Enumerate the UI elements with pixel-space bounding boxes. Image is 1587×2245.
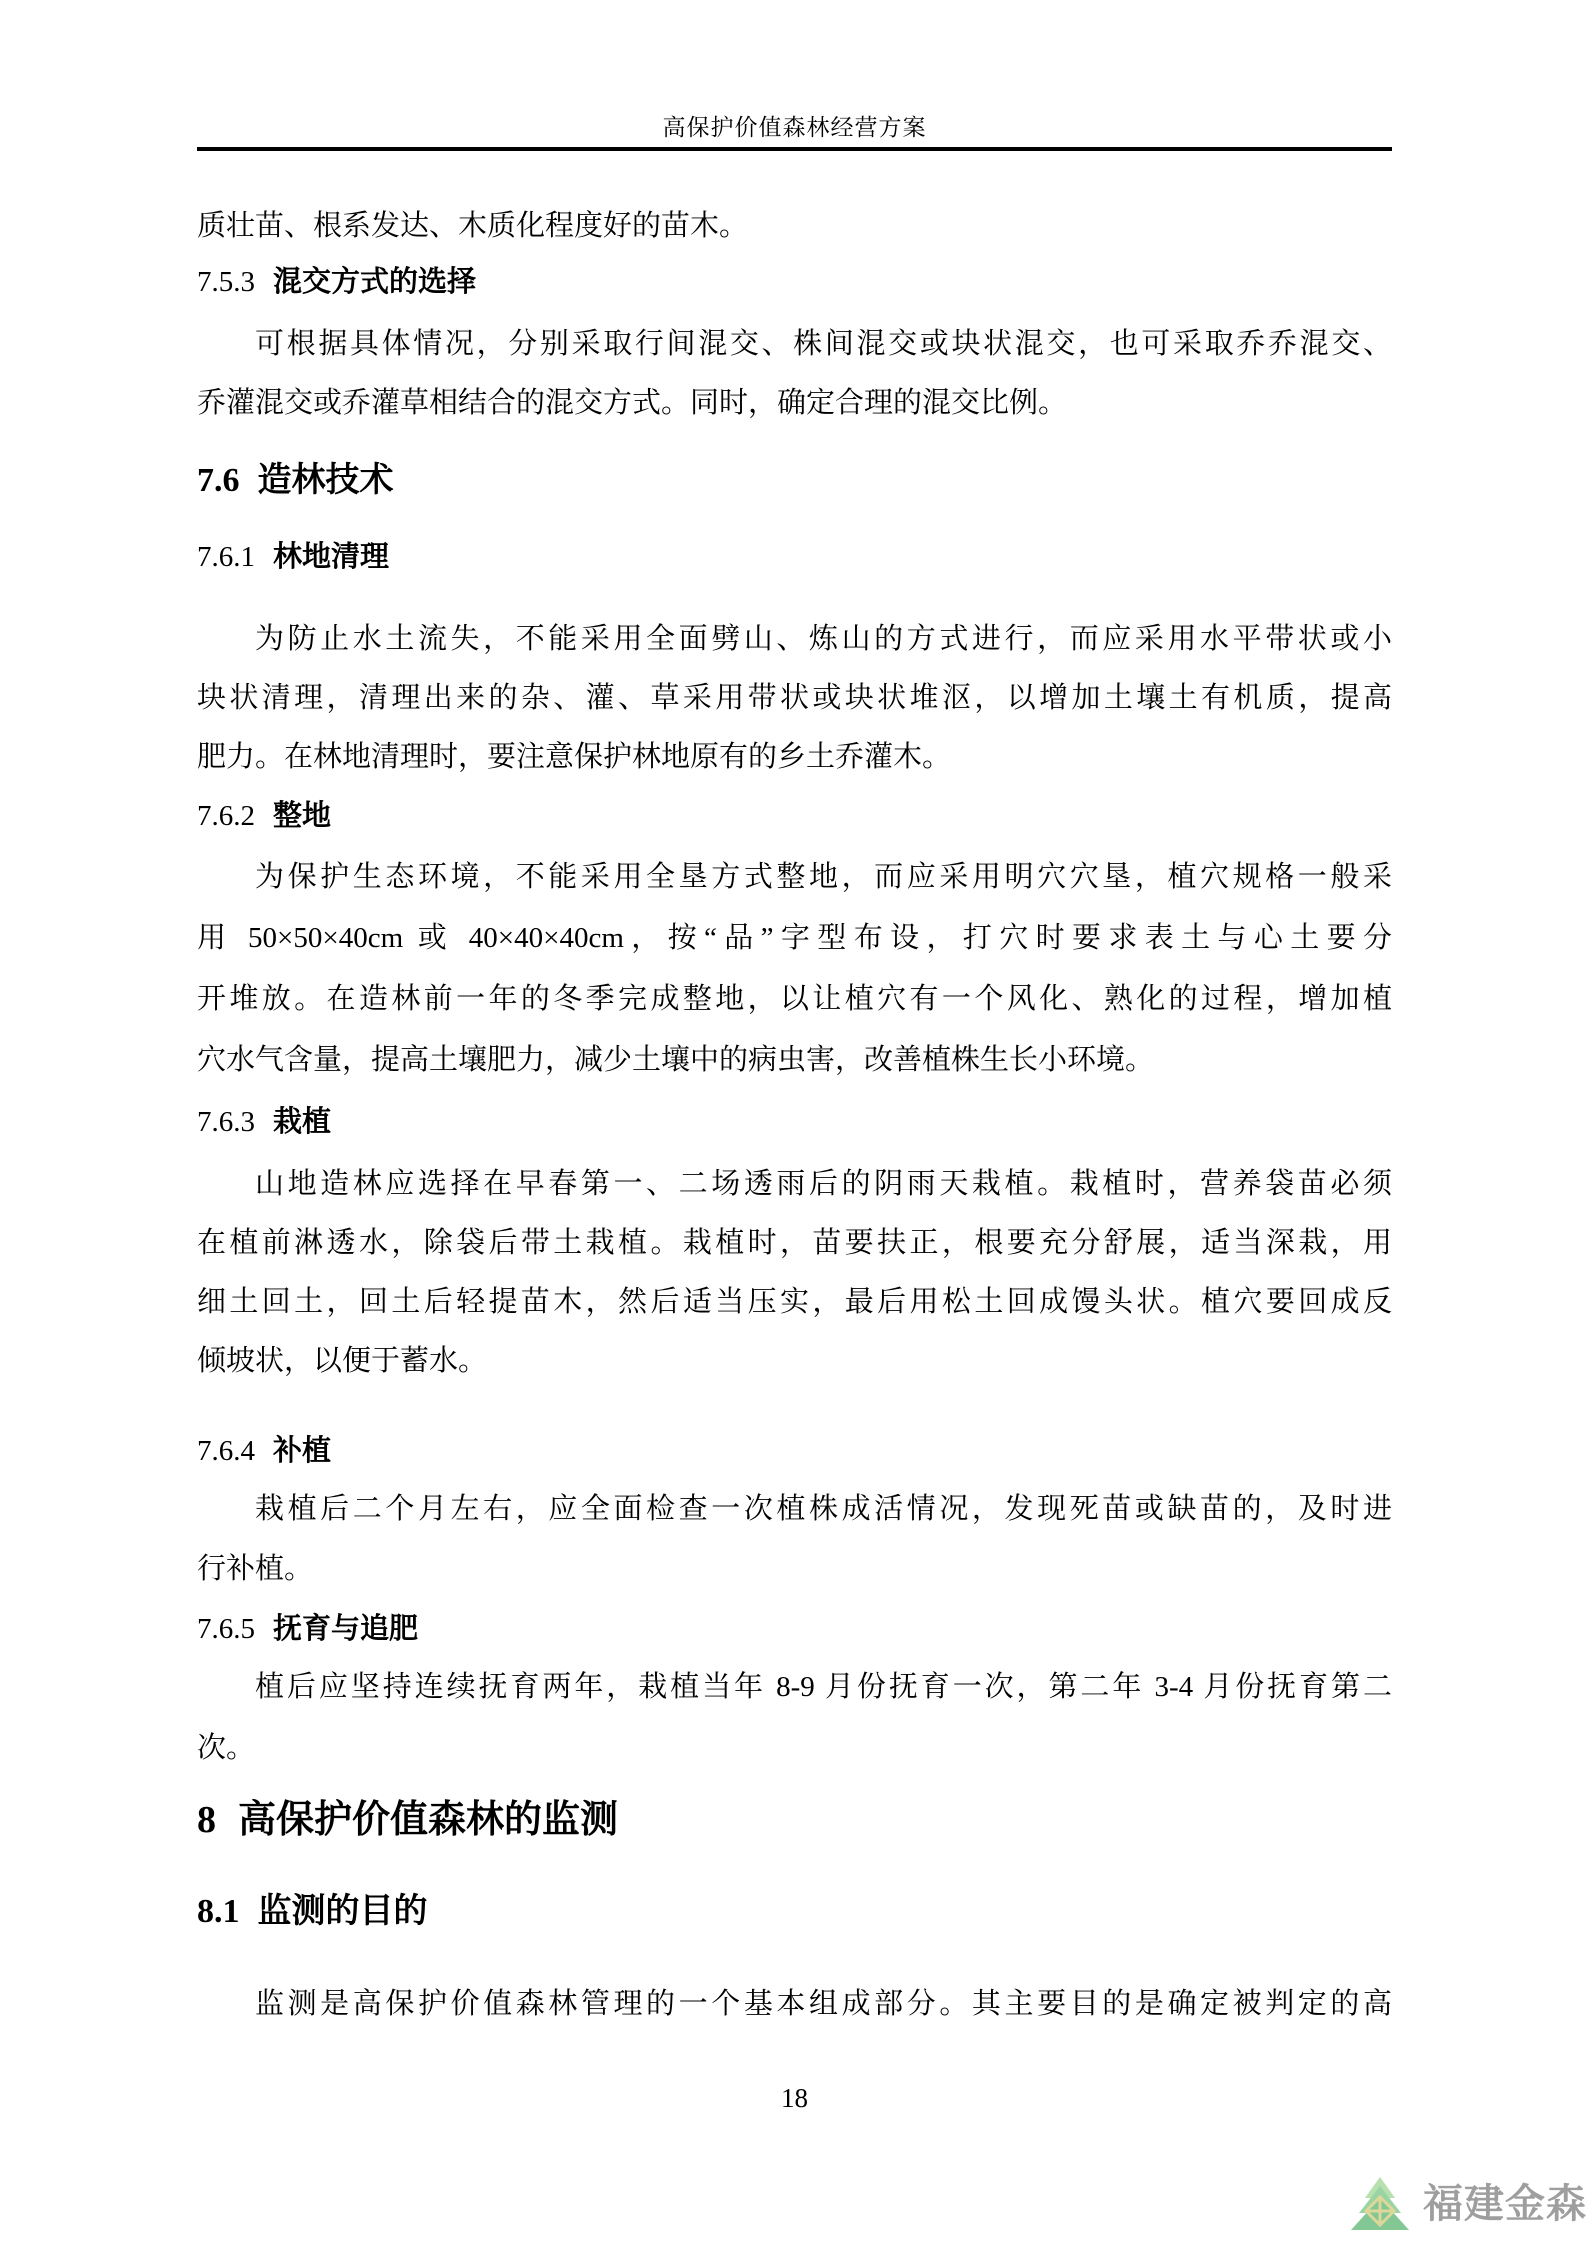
page-header-title: 高保护价值森林经营方案 xyxy=(662,115,927,140)
section-number: 7.6.5 xyxy=(197,1613,255,1645)
section-heading-7-6-5 xyxy=(197,1600,1392,1659)
paragraph-line: 监测是高保护价值森林管理的一个基本组成部分。其主要目的是确定被判定的高 xyxy=(255,1988,1392,2020)
paragraph-line: 质壮苗、根系发达、木质化程度好的苗木。 xyxy=(197,210,749,242)
section-heading-7-6-3 xyxy=(197,1093,1392,1152)
paragraph-line: 块状清理，清理出来的杂、灌、草采用带状或块状堆沤，以增加土壤土有机质，提高 xyxy=(197,682,1392,714)
paragraph-line: 行补植。 xyxy=(197,1553,314,1585)
page-number: 18 xyxy=(781,2083,808,2113)
paragraph-line: 穴水气含量，提高土壤肥力，减少土壤中的病虫害，改善植株生长小环境。 xyxy=(197,1044,1155,1076)
section-number: 7.6.4 xyxy=(197,1435,255,1467)
paragraph-line: 倾坡状，以便于蓄水。 xyxy=(197,1345,488,1377)
paragraph-line: 山地造林应选择在早春第一、二场透雨后的阴雨天栽植。栽植时，营养袋苗必须 xyxy=(255,1168,1392,1200)
paragraph-line: 在植前淋透水，除袋后带土栽植。栽植时，苗要扶正，根要充分舒展，适当深栽，用 xyxy=(197,1227,1392,1259)
paragraph-line: 开堆放。在造林前一年的冬季完成整地，以让植穴有一个风化、熟化的过程，增加植 xyxy=(197,983,1392,1015)
tree-logo-icon xyxy=(1350,2176,1410,2232)
section-heading-7-5-3 xyxy=(197,253,1392,312)
section-heading-7-6-2 xyxy=(197,787,1392,846)
section-title: 混交方式的选择 xyxy=(273,266,477,298)
section-heading-8 xyxy=(197,1790,1392,1850)
paragraph-line: 栽植后二个月左右，应全面检查一次植株成活情况，发现死苗或缺苗的，及时进 xyxy=(255,1493,1392,1525)
section-number: 7.6.3 xyxy=(197,1106,255,1138)
section-number: 7.6.2 xyxy=(197,800,255,832)
section-title: 整地 xyxy=(273,800,332,832)
section-title: 栽植 xyxy=(273,1106,332,1138)
section-heading-7-6-4 xyxy=(197,1422,1392,1481)
section-number: 7.6.1 xyxy=(197,541,255,573)
section-title: 造林技术 xyxy=(257,461,394,499)
header-rule xyxy=(197,147,1392,151)
paragraph-line: 植后应坚持连续抚育两年，栽植当年 8-9 月份抚育一次，第二年 3-4 月份抚育第二 xyxy=(255,1671,1392,1703)
section-heading-7-6 xyxy=(197,450,1392,511)
paragraph-line: 可根据具体情况，分别采取行间混交、株间混交或块状混交，也可采取乔乔混交、 xyxy=(255,328,1392,360)
section-heading-7-6-1 xyxy=(197,528,1392,587)
company-logo xyxy=(1350,2176,1587,2232)
section-number: 7.5.3 xyxy=(197,266,255,298)
paragraph-line: 次。 xyxy=(197,1732,256,1764)
section-title: 监测的目的 xyxy=(257,1892,428,1930)
paragraph-line: 用 50×50×40cm 或 40×40×40cm，按“品”字型布设，打穴时要求表土与心土要分 xyxy=(197,922,1392,954)
section-number: 8 xyxy=(197,1799,216,1841)
section-title: 高保护价值森林的监测 xyxy=(238,1799,619,1841)
paragraph-line: 肥力。在林地清理时，要注意保护林地原有的乡土乔灌木。 xyxy=(197,741,952,773)
paragraph-line: 乔灌混交或乔灌草相结合的混交方式。同时，确定合理的混交比例。 xyxy=(197,387,1068,419)
paragraph-line: 为保护生态环境，不能采用全垦方式整地，而应采用明穴穴垦，植穴规格一般采 xyxy=(255,861,1392,893)
paragraph-line: 细土回土，回土后轻提苗木，然后适当压实，最后用松土回成馒头状。植穴要回成反 xyxy=(197,1286,1392,1318)
paragraph-line: 为防止水土流失，不能采用全面劈山、炼山的方式进行，而应采用水平带状或小 xyxy=(255,623,1392,655)
section-title: 补植 xyxy=(273,1435,332,1467)
section-number: 8.1 xyxy=(197,1893,240,1930)
logo-text: 福建金森 xyxy=(1423,2182,1587,2226)
section-title: 抚育与追肥 xyxy=(273,1613,419,1645)
section-number: 7.6 xyxy=(197,462,240,499)
section-heading-8-1 xyxy=(197,1881,1392,1942)
section-title: 林地清理 xyxy=(273,541,390,573)
